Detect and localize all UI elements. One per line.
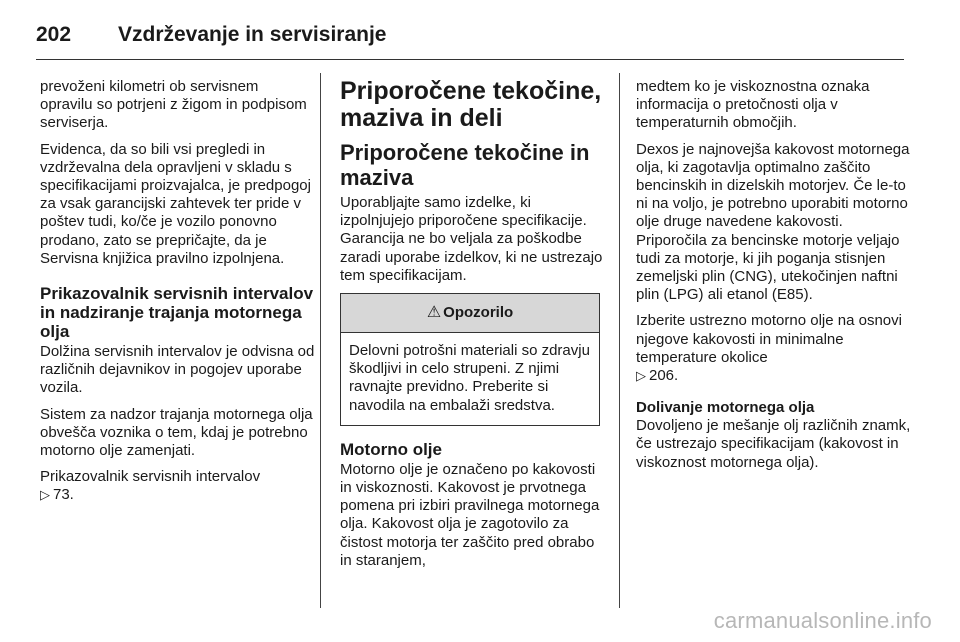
page-reference-link[interactable]: 206.: [649, 367, 679, 385]
page-title: Vzdrževanje in servisiranje: [118, 23, 387, 46]
paragraph-text: Prikazovalnik servisnih intervalov: [40, 468, 261, 486]
paragraph-text: Izberite ustrezno motorno olje na osnovi njegove kakovosti in minimalne temperature okolice: [636, 312, 902, 366]
page-header: [36, 16, 906, 54]
paragraph: Dovoljeno je mešanje olj različnih znamk, če ustrezajo specifikacijam (kakovost in viskoznost motornega olja).: [636, 417, 911, 471]
section-heading: Motorno olje: [340, 439, 442, 459]
column-right: [636, 78, 911, 480]
paragraph: Evidenca, da so bili vsi pregledi in vzdrževalna dela opravljeni v skladu s specifikacijami proizvajalca, je predpogoj za vsak garancijski zahtevek ter pride v poštev tudi, ko/če je vozilo ponovno prodano, zato se prepričajte, da je Servisna knjižica pravilno izpolnjena.: [40, 140, 311, 267]
paragraph: medtem ko je viskoznostna oznaka informacija o pretočnosti olja v temperaturnih območjih.: [636, 78, 870, 132]
paragraph: [636, 312, 911, 385]
watermark: carmanualsonline.info: [713, 608, 932, 633]
paragraph: Dolžina servisnih intervalov je odvisna od različnih dejavnikov in pogojev uporabe vozila.: [40, 343, 315, 397]
warning-title: Opozorilo: [443, 303, 514, 321]
warning-body: Delovni potrošni materiali so zdravju škodljivi in celo strupeni. Z njimi ravnajte previdno. Preberite si navodila na embalaži sredstva.: [349, 342, 590, 414]
column-divider-left: [320, 73, 321, 608]
header-divider: [36, 59, 904, 60]
paragraph: Motorno olje je označeno po kakovosti in viskoznosti. Kakovost je prvotnega pomena pri izbiri pravilnega motornega olja. Kakovost olja je zagotovilo za čistost motorja ter zaščito pred obrabo in staranjem,: [340, 460, 600, 569]
paragraph: prevoženi kilometri ob servisnem opravilu so potrjeni z žigom in podpisom serviserja.: [40, 78, 307, 132]
warning-triangle-icon: ⚠: [426, 303, 442, 321]
paragraph: Dexos je najnovejša kakovost motornega olja, ki zagotavlja optimalno zaščito bencinskih in dizelskih motorjev. Če le-to ni na voljo, je potrebno uporabiti motorno olje druge navedene kakovosti. Priporočila za bencinske motorje veljajo tudi za motorje, ki jih poganja stisnjen zemeljski plin (CNG), utekočinjen naftni plin (LPG) ali etanol (E85).: [636, 140, 910, 304]
page-reference-icon: ▷: [636, 368, 646, 384]
paragraph: Uporabljajte samo izdelke, ki izpolnjujejo priporočene specifikacije. Garancija ne bo veljala za poškodbe zaradi uporabe izdelkov, ki ne ustrezajo tem specifikacijam.: [340, 194, 603, 284]
column-middle: [340, 78, 606, 578]
paragraph: Sistem za nadzor trajanja motornega olja obvešča voznika o tem, kdaj je potrebno motorno olje zamenjati.: [40, 405, 313, 460]
section-heading: Priporočene tekočine in maziva: [340, 140, 590, 190]
column-divider-right: [619, 73, 620, 608]
page-number: 202: [36, 23, 72, 46]
warning-title-bar: [341, 294, 599, 333]
paragraph: [40, 468, 315, 504]
chapter-heading: Priporočene tekočine, maziva in deli: [340, 77, 602, 132]
section-heading: Dolivanje motornega olja: [636, 399, 815, 417]
warning-box: [340, 293, 600, 426]
section-heading: Prikazovalnik servisnih intervalov in nadziranje trajanja motornega olja: [40, 284, 314, 342]
page-reference-link[interactable]: 73.: [53, 486, 74, 504]
page-reference-icon: ▷: [40, 487, 50, 503]
column-left: [40, 78, 315, 513]
